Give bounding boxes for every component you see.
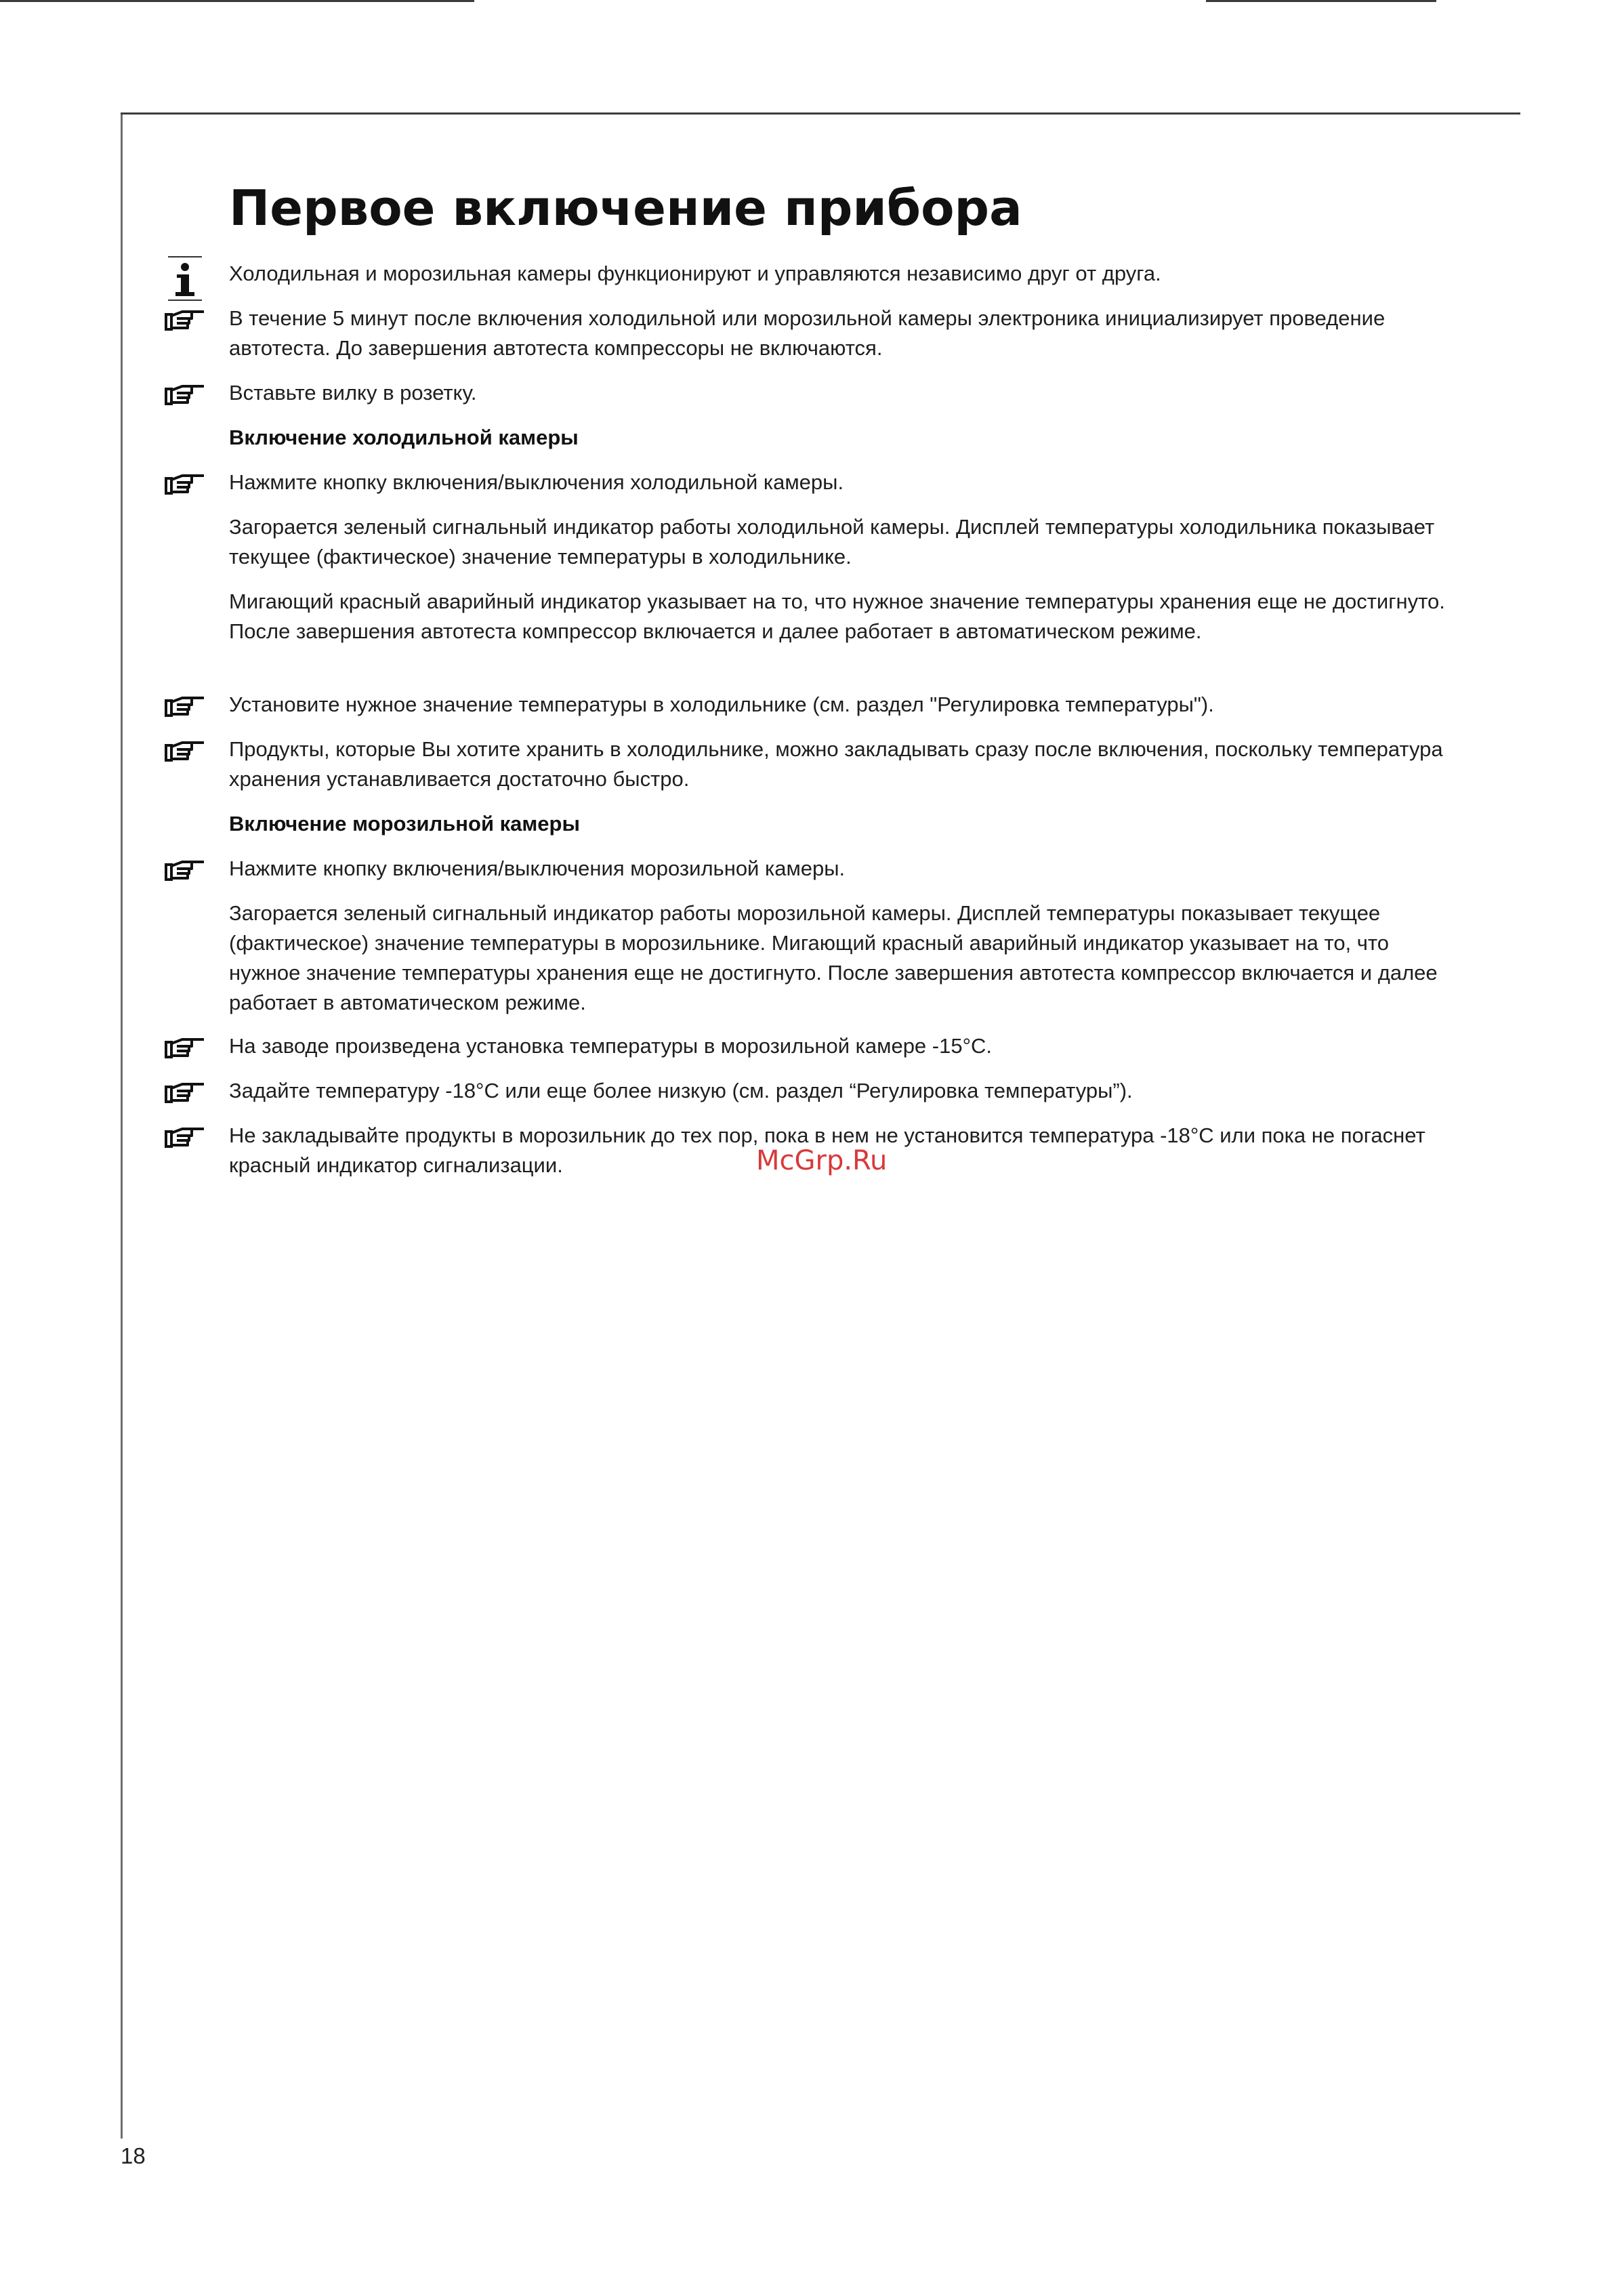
pointing-hand-icon	[160, 304, 211, 333]
freezer-indicator-description: Загорается зеленый сигнальный индикатор работы морозильной камеры. Дисплей температуры показывает текущее (фактическое) значение температуры в морозильнике. Мигающий красный аварийный индикатор указывает на то, что нужное значение температуры хранения еще не достигнуто. После завершения автотеста компрессор включается и далее работает в автоматическом режиме.	[229, 901, 1438, 1014]
freezer-section-heading: Включение морозильной камеры	[229, 812, 580, 835]
pointing-hand-icon	[160, 378, 211, 408]
plug-in-instruction: Вставьте вилку в розетку.	[229, 381, 477, 405]
pointing-hand-icon	[160, 690, 211, 720]
pointing-hand-icon	[160, 854, 211, 884]
left-margin-rule	[121, 112, 123, 2139]
page-title: Первое включение прибора	[229, 180, 1022, 236]
top-scan-rule-left	[0, 0, 474, 2]
header-rule	[121, 112, 1520, 115]
pointing-hand-icon	[160, 735, 211, 764]
fridge-alarm-description: Мигающий красный аварийный индикатор указывает на то, что нужное значение температуры хранения еще не достигнуто. После завершения автотеста компрессор включается и далее работает в автоматическом режиме.	[229, 590, 1445, 643]
page-number: 18	[121, 2143, 146, 2168]
freezer-loading-warning: Не закладывайте продукты в морозильник до тех пор, пока в нем не установится температура -18°С или пока не погаснет красный индикатор сигнализации.	[229, 1123, 1425, 1177]
top-scan-rule-right	[1206, 0, 1436, 2]
freezer-set-temperature-instruction: Задайте температуру -18°С или еще более низкую (см. раздел “Регулировка температуры”).	[229, 1079, 1133, 1102]
factory-setting-note: На заводе произведена установка температуры в морозильной камере -15°С.	[229, 1034, 992, 1058]
info-icon	[165, 255, 205, 302]
pointing-hand-icon	[160, 1076, 211, 1106]
fridge-indicator-description: Загорается зеленый сигнальный индикатор работы холодильной камеры. Дисплей температуры холодильника показывает текущее (фактическое) значение температуры в холодильнике.	[229, 515, 1435, 569]
pointing-hand-icon	[160, 468, 211, 497]
watermark: McGrp.Ru	[756, 1145, 888, 1176]
pointing-hand-icon	[160, 1031, 211, 1061]
fridge-set-temperature-instruction: Установите нужное значение температуры в холодильнике (см. раздел "Регулировка температуры").	[229, 693, 1214, 716]
pointing-hand-icon	[160, 1121, 211, 1151]
info-note: Холодильная и морозильная камеры функционируют и управляются независимо друг от друга.	[229, 262, 1161, 285]
fridge-section-heading: Включение холодильной камеры	[229, 426, 579, 449]
fridge-loading-note: Продукты, которые Вы хотите хранить в холодильнике, можно закладывать сразу после включения, поскольку температура хранения устанавливается достаточно быстро.	[229, 737, 1443, 791]
fridge-power-instruction: Нажмите кнопку включения/выключения холодильной камеры.	[229, 470, 844, 494]
freezer-power-instruction: Нажмите кнопку включения/выключения морозильной камеры.	[229, 856, 846, 880]
autotest-note: В течение 5 минут после включения холодильной или морозильной камеры электроника инициализирует проведение автотеста. До завершения автотеста компрессоры не включаются.	[229, 306, 1386, 360]
